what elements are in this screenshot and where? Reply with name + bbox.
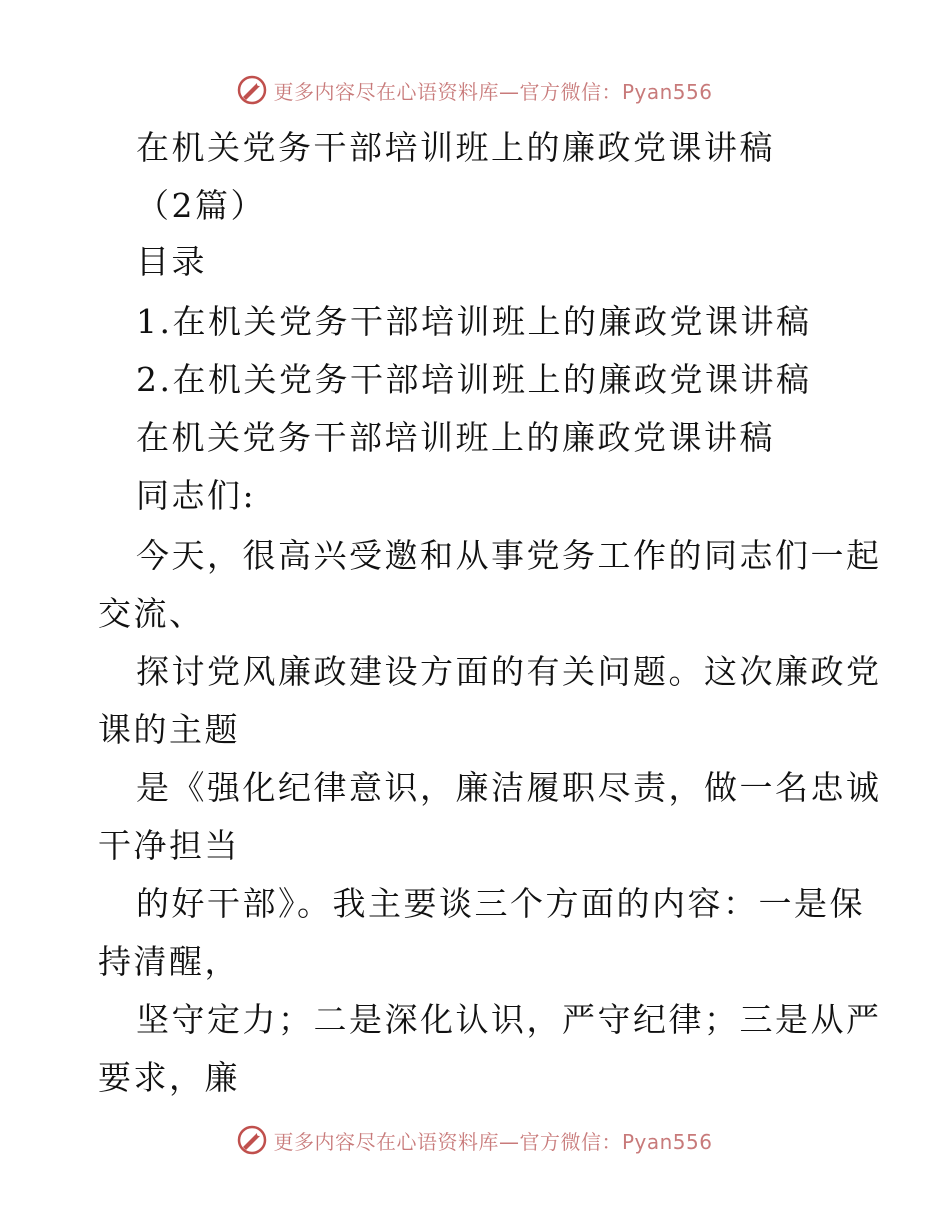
paragraph-line: 坚守定力；二是深化认识，严守纪律；三是从严 bbox=[136, 1000, 882, 1039]
document-title: 在机关党务干部培训班上的廉政党课讲稿 bbox=[136, 128, 775, 167]
watermark-text: 更多内容尽在心语资料库—官方微信：Pyan556 bbox=[273, 79, 713, 104]
paragraph-line: 要求，廉 bbox=[98, 1058, 240, 1097]
salutation: 同志们: bbox=[136, 476, 257, 515]
toc-item: 1.在机关党务干部培训班上的廉政党课讲稿 bbox=[136, 302, 812, 341]
paragraph-line: 持清醒， bbox=[98, 942, 240, 981]
paragraph-line: 交流、 bbox=[98, 594, 205, 633]
toc-item: 2.在机关党务干部培训班上的廉政党课讲稿 bbox=[136, 360, 812, 399]
paragraph-line: 今天，很高兴受邀和从事党务工作的同志们一起 bbox=[136, 536, 882, 575]
paragraph-line: 是《强化纪律意识，廉洁履职尽责，做一名忠诚 bbox=[136, 768, 882, 807]
paragraph-line: 干净担当 bbox=[98, 826, 240, 865]
watermark-text: 更多内容尽在心语资料库—官方微信：Pyan556 bbox=[273, 1129, 713, 1154]
watermark-header bbox=[0, 70, 950, 110]
toc-heading: 目录 bbox=[136, 242, 207, 281]
document-subtitle: （2篇） bbox=[136, 186, 266, 225]
paragraph-line: 的好干部》。我主要谈三个方面的内容：一是保 bbox=[136, 884, 865, 923]
section-title: 在机关党务干部培训班上的廉政党课讲稿 bbox=[136, 418, 775, 457]
watermark-footer bbox=[0, 1120, 950, 1160]
paragraph-line: 探讨党风廉政建设方面的有关问题。这次廉政党 bbox=[136, 652, 882, 691]
pen-logo-icon bbox=[237, 75, 267, 105]
pen-logo-icon bbox=[237, 1125, 267, 1155]
paragraph-line: 课的主题 bbox=[98, 710, 240, 749]
